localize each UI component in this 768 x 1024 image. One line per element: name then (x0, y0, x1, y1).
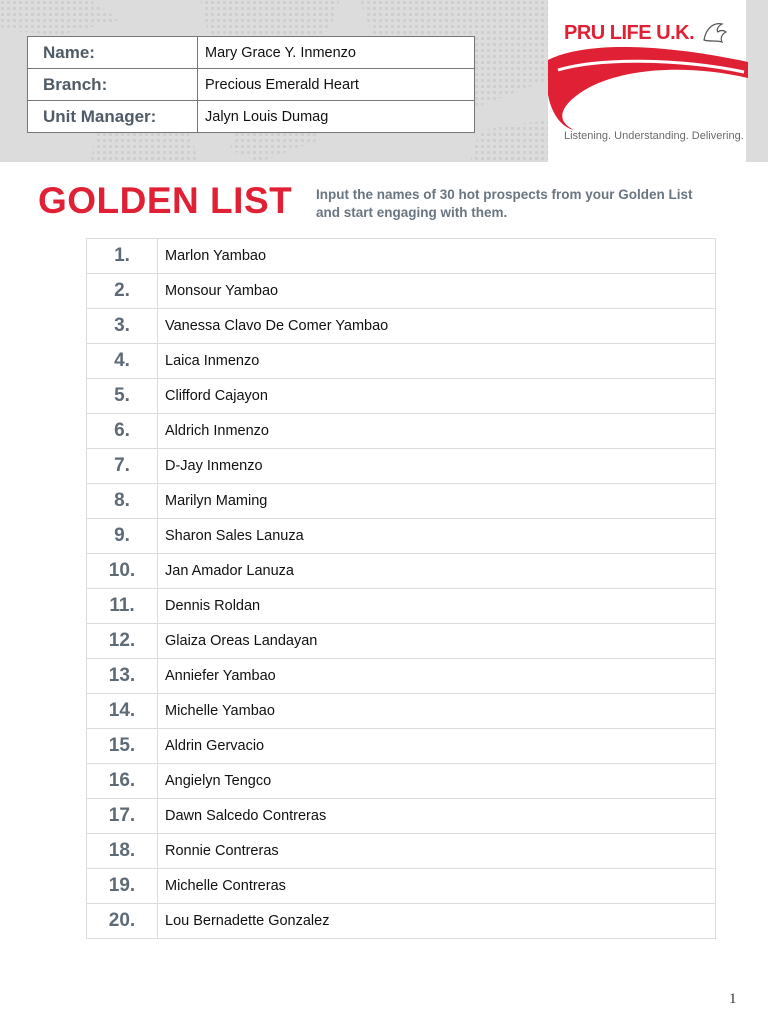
unit-manager-label: Unit Manager: (28, 101, 198, 133)
prospect-name: Glaiza Oreas Landayan (158, 624, 716, 659)
pru-logo-text: PRU LIFE U.K. (564, 22, 695, 44)
table-row (87, 309, 716, 344)
prospect-name: Lou Bernadette Gonzalez (158, 904, 716, 939)
table-row (87, 624, 716, 659)
prospect-name: Aldrin Gervacio (158, 729, 716, 764)
row-number: 9. (87, 519, 158, 554)
instructions-text: Input the names of 30 hot prospects from your Golden List and start engaging with them. (316, 187, 693, 220)
info-row-unit-manager (28, 101, 475, 133)
branch-label: Branch: (28, 69, 198, 101)
row-number: 14. (87, 694, 158, 729)
row-number: 2. (87, 274, 158, 309)
row-number: 16. (87, 764, 158, 799)
row-number: 13. (87, 659, 158, 694)
table-row (87, 589, 716, 624)
row-number: 18. (87, 834, 158, 869)
prospect-name: Ronnie Contreras (158, 834, 716, 869)
row-number: 19. (87, 869, 158, 904)
table-row (87, 274, 716, 309)
row-number: 20. (87, 904, 158, 939)
table-row (87, 694, 716, 729)
prospect-name: Dennis Roldan (158, 589, 716, 624)
prospect-name: Vanessa Clavo De Comer Yambao (158, 309, 716, 344)
prospect-name: Michelle Yambao (158, 694, 716, 729)
table-row (87, 239, 716, 274)
table-row (87, 869, 716, 904)
table-row (87, 764, 716, 799)
prospect-name: Jan Amador Lanuza (158, 554, 716, 589)
table-row (87, 449, 716, 484)
row-number: 4. (87, 344, 158, 379)
branch-value: Precious Emerald Heart (198, 69, 475, 101)
prospect-name: Clifford Cajayon (158, 379, 716, 414)
table-row (87, 554, 716, 589)
unit-manager-value: Jalyn Louis Dumag (198, 101, 475, 133)
prospect-name: Angielyn Tengco (158, 764, 716, 799)
row-number: 1. (87, 239, 158, 274)
prospect-name: Marlon Yambao (158, 239, 716, 274)
prospect-name: Laica Inmenzo (158, 344, 716, 379)
prospect-name: Monsour Yambao (158, 274, 716, 309)
table-row (87, 519, 716, 554)
info-row-branch (28, 69, 475, 101)
row-number: 10. (87, 554, 158, 589)
info-row-name (28, 37, 475, 69)
agent-info-table (27, 36, 475, 133)
prospect-name: Aldrich Inmenzo (158, 414, 716, 449)
row-number: 11. (87, 589, 158, 624)
row-number: 12. (87, 624, 158, 659)
prospect-name: Marilyn Maming (158, 484, 716, 519)
table-row (87, 379, 716, 414)
table-row (87, 799, 716, 834)
page-title: GOLDEN LIST (38, 180, 293, 221)
logo-tagline: Listening. Understanding. Delivering. (564, 130, 744, 142)
prospect-name: D-Jay Inmenzo (158, 449, 716, 484)
prospect-name: Sharon Sales Lanuza (158, 519, 716, 554)
table-row (87, 904, 716, 939)
table-row (87, 344, 716, 379)
table-row (87, 659, 716, 694)
table-row (87, 484, 716, 519)
lion-logo-icon (700, 18, 728, 46)
row-number: 3. (87, 309, 158, 344)
name-value: Mary Grace Y. Inmenzo (198, 37, 475, 69)
row-number: 17. (87, 799, 158, 834)
page-number: 1 (729, 991, 737, 1007)
prospect-name: Anniefer Yambao (158, 659, 716, 694)
table-row (87, 414, 716, 449)
row-number: 6. (87, 414, 158, 449)
prospect-name: Dawn Salcedo Contreras (158, 799, 716, 834)
name-label: Name: (28, 37, 198, 69)
table-row (87, 729, 716, 764)
prospects-table (86, 238, 716, 939)
row-number: 15. (87, 729, 158, 764)
row-number: 8. (87, 484, 158, 519)
table-row (87, 834, 716, 869)
prospect-name: Michelle Contreras (158, 869, 716, 904)
row-number: 5. (87, 379, 158, 414)
row-number: 7. (87, 449, 158, 484)
